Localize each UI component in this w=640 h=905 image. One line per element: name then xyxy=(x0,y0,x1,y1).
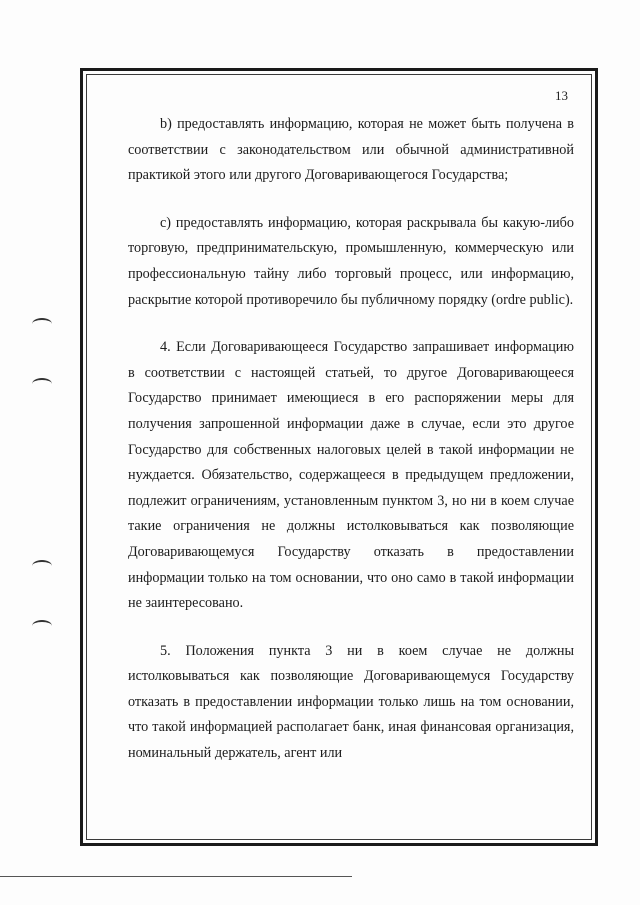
footer-rule xyxy=(0,876,352,877)
binding-hole-mark xyxy=(32,620,52,632)
binding-hole-mark xyxy=(32,560,52,572)
binding-hole-mark xyxy=(32,318,52,330)
page-number: 13 xyxy=(555,88,568,103)
paragraph-5: 5. Положения пункта 3 ни в коем случае не должны истолковываться как позволяющие Договаривающемуся Государству отказать в предоставлении информации только лишь на том основании, что такой информацией располагает банк, иная финансовая организация, номинальный держатель, агент или xyxy=(128,642,574,762)
binding-hole-mark xyxy=(32,378,52,390)
paragraph-4: 4. Если Договаривающееся Государство запрашивает информацию в соответствии с настоящей статьей, то другое Договаривающееся Государство принимает имеющиеся в его распоряжении меры для получения запрошенной информации даже в случае, если это другое Государство для собственных налоговых целей в такой информации не нуждается. Обязательство, содержащееся в предыдущем предложении, подлежит ограничениям, установленным пунктом 3, но ни в коем случае такие ограничения не должны истолковываться как позволяющие Договаривающемуся Государству отказать в предоставлении информации только на том основании, что оно само в такой информации не заинтересовано. xyxy=(128,339,574,612)
document-body xyxy=(128,112,574,767)
paragraph-b: b) предоставлять информацию, которая не может быть получена в соответствии с законодательством или обычной административной практикой этого или другого Договаривающегося Государства; xyxy=(128,116,574,184)
paragraph-c: c) предоставлять информацию, которая раскрывала бы какую-либо торговую, предпринимательскую, промышленную, коммерческую или профессиональную тайну либо торговый процесс, или информацию, раскрытие которой противоречило бы публичному порядку (ordre public). xyxy=(128,214,574,308)
